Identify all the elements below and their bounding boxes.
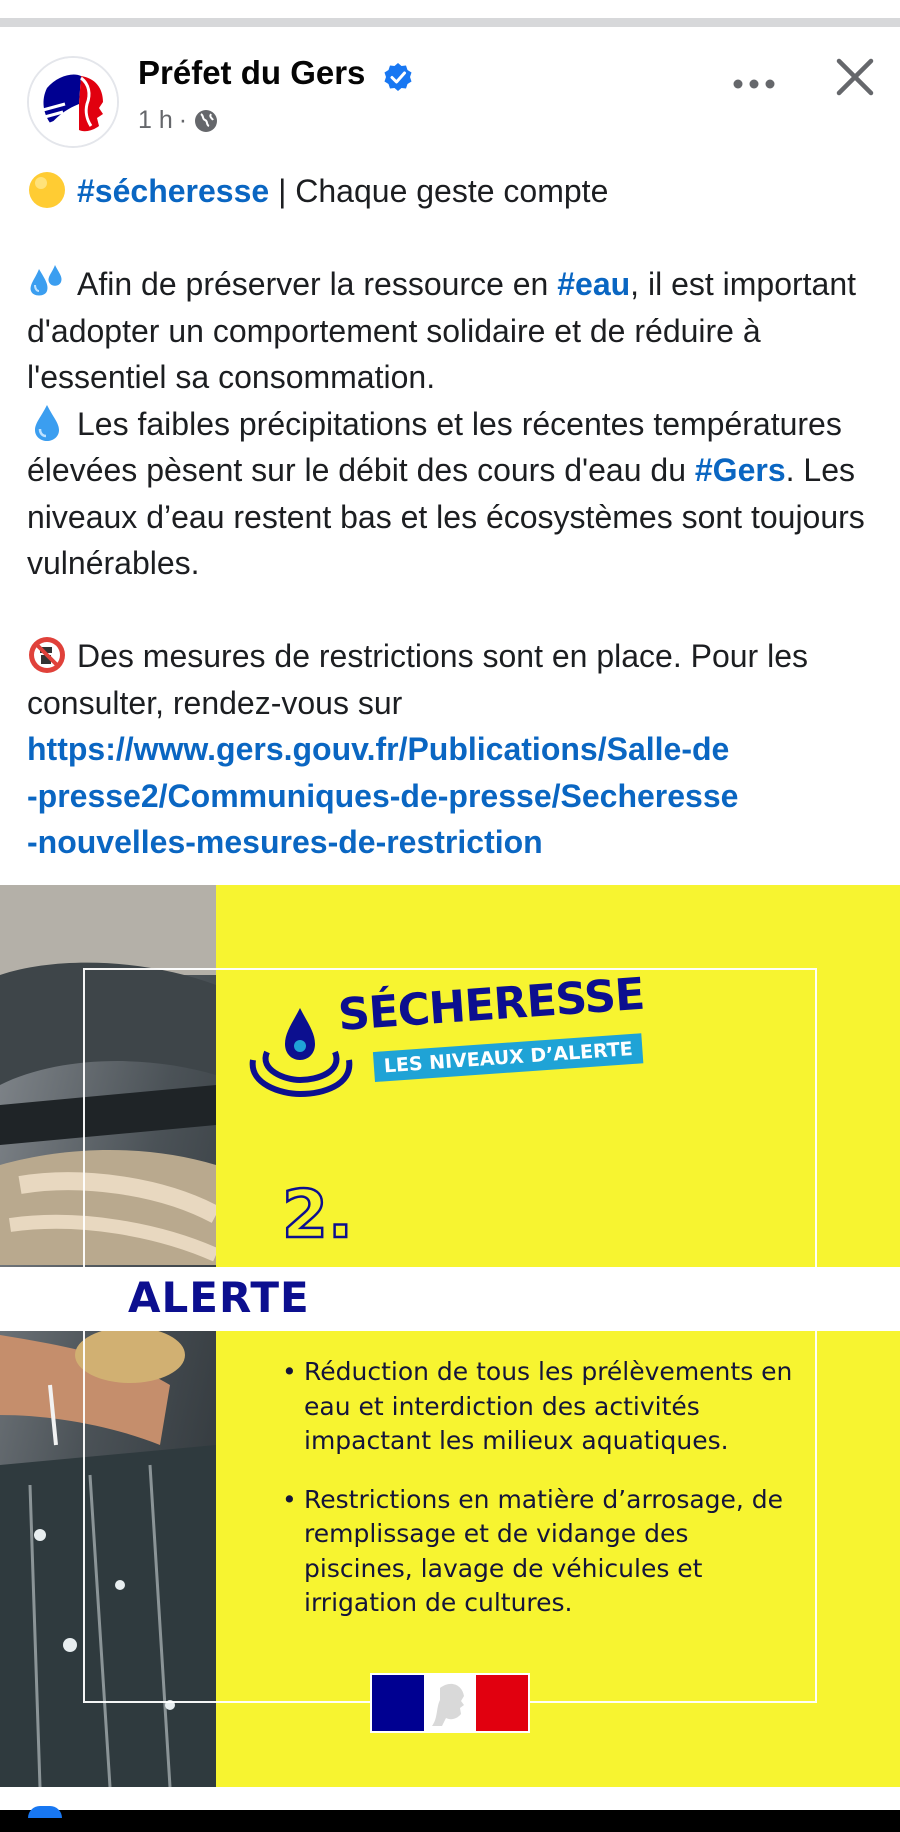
marianne-logo-icon xyxy=(29,58,119,148)
link-line-1[interactable]: https://www.gers.gouv.fr/Publications/Salle-de xyxy=(27,731,730,767)
republique-francaise-flag xyxy=(370,1673,530,1733)
marianne-profile-icon xyxy=(430,1678,470,1728)
post-text xyxy=(27,168,877,866)
droplet-emoji xyxy=(27,403,67,443)
alert-level-name: ALERTE xyxy=(128,1273,310,1322)
level-number-graphic xyxy=(280,1177,360,1257)
link-line-3[interactable]: -nouvelles-mesures-de-restriction xyxy=(27,824,543,860)
hashtag-secheresse[interactable]: #sécheresse xyxy=(77,173,270,209)
bottom-edge-bar xyxy=(0,1810,900,1832)
paragraph-precip-post: . Les niveaux d’eau restent bas et les écosystèmes sont toujours vulnérables. xyxy=(27,452,865,581)
paragraph-precipitation xyxy=(27,401,877,587)
top-divider xyxy=(0,0,900,28)
globe-icon xyxy=(193,108,219,134)
link-line-2[interactable]: -presse2/Communiques-de-presse/Secheresse xyxy=(27,777,739,814)
meta-separator: · xyxy=(178,106,188,134)
more-dots-icon xyxy=(732,78,776,90)
post-image[interactable] xyxy=(0,885,900,1787)
secheresse-logo xyxy=(245,968,665,1110)
flag-blue xyxy=(372,1675,424,1731)
yellow-circle-emoji xyxy=(27,170,67,210)
logo-title: SÉCHERESSE xyxy=(336,968,646,1041)
paragraph-water-post: , il est important d'adopter un comportement solidaire et de réduire à l'essentiel sa consommation. xyxy=(27,266,857,395)
post-meta xyxy=(138,106,219,135)
paragraph-water-pre: Afin de préserver la ressource en xyxy=(77,266,558,302)
paragraph-restrictions-text: Des mesures de restrictions sont en place. Pour les consulter, rendez-vous sur xyxy=(27,638,808,721)
no-potable-water-emoji xyxy=(27,635,67,675)
flag-red xyxy=(476,1675,528,1731)
paragraph-precip-pre: Les faibles précipitations et les récentes températures élevées pèsent sur le débit des cours d'eau du xyxy=(27,405,842,488)
verified-badge-icon xyxy=(383,62,413,92)
hashtag-gers[interactable]: #Gers xyxy=(694,452,786,488)
flag-white xyxy=(424,1675,476,1731)
post-line-title xyxy=(27,168,877,215)
blank-line xyxy=(27,215,877,262)
close-button[interactable] xyxy=(830,52,880,102)
page-avatar[interactable] xyxy=(27,56,119,148)
paragraph-water-resource xyxy=(27,261,877,401)
bullet-item: • Restrictions en matière d’arrosage, de remplissage et de vidange des piscines, lavage de véhicules et irrigation de cultures. xyxy=(280,1483,800,1621)
post-header xyxy=(0,28,900,158)
level-number-text: 2. xyxy=(282,1177,353,1253)
next-post-avatar-edge xyxy=(28,1806,62,1818)
bullet-item: • Réduction de tous les prélèvements en eau et interdiction des activités impactant les milieux aquatiques. xyxy=(280,1355,800,1459)
title-rest-text: | Chaque geste compte xyxy=(269,173,609,209)
restriction-bullets xyxy=(280,1355,800,1645)
sweat-droplets-emoji xyxy=(27,263,67,303)
close-icon xyxy=(835,57,875,97)
hashtag-eau[interactable]: #eau xyxy=(557,266,631,302)
restriction-link[interactable] xyxy=(27,726,877,866)
logo-subtitle: LES NIVEAUX D’ALERTE xyxy=(373,1033,644,1082)
more-options-button[interactable] xyxy=(726,64,782,104)
paragraph-restrictions xyxy=(27,633,877,726)
author-name[interactable]: Préfet du Gers xyxy=(138,54,366,91)
blank-line xyxy=(27,587,877,634)
post-time[interactable]: 1 h xyxy=(138,106,173,134)
